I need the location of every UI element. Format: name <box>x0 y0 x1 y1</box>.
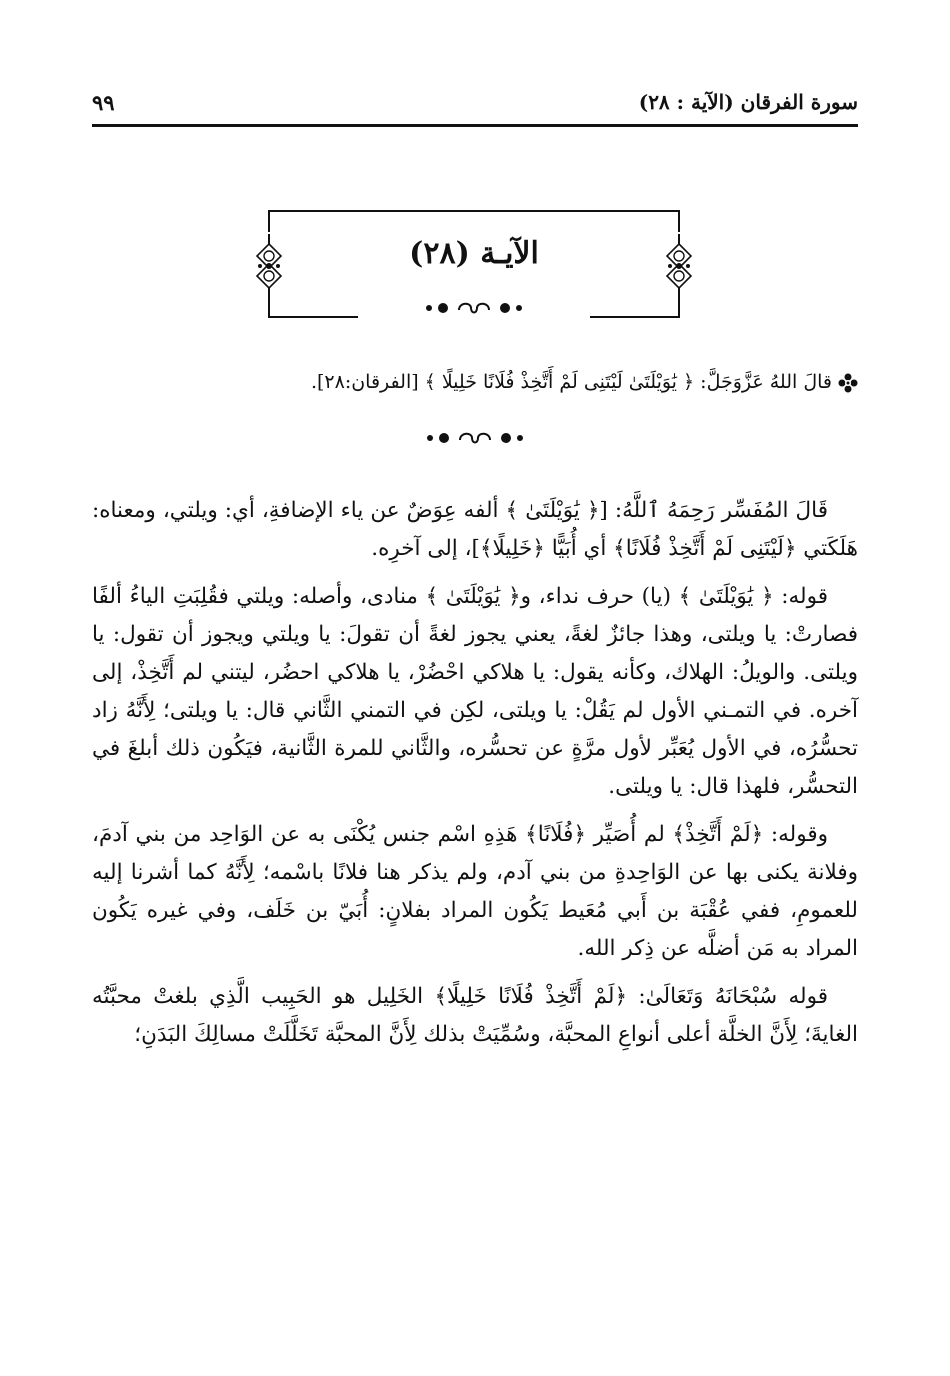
dots-and-swirl-divider-icon <box>419 298 529 318</box>
section-frame <box>268 210 680 320</box>
running-head <box>92 88 858 124</box>
header-rule <box>92 124 858 127</box>
section-heading: الآيـة (٢٨) <box>409 236 539 271</box>
dots-and-swirl-divider-icon <box>420 428 530 448</box>
paragraph: قوله: ﴿ يَٰوَيْلَتَىٰ ﴾ (يا) حرف نداء، و﴿ يَٰوَيْلَتَىٰ ﴾ منادى، وأصله: ويلتي فقُلِبَتِ الياءُ ألفًا فصارتْ: يا ويلتى، وهذا جائزٌ لغةً، يعني يجوز لغةً أن تقولَ: يا ويلتي ويجوز أن تقول: يا ويلتى. والويلُ: الهلاك، وكأنه يقول: يا هلاكي احْضُرْ، يا هلاكي احضُر، ليتني لم أَتَّخِذْ، إلى آخره. في التمـني الأول لم يَقُلْ: يا ويلتى، لكِن في التمني الثَّاني قال: يا ويلتى؛ لِأَنَّهُ زاد تحسُّرُه، في الأول يُعَبِّر لأول مرَّةٍ عن تحسُّره، والثَّاني للمرة الثَّانية، فيَكُون ذلك أبلغَ في التحسُّر، فلهذا قال: يا ويلتى. <box>92 584 858 799</box>
frame-corner-top-left <box>268 210 270 232</box>
page-number: ٩٩ <box>92 90 115 115</box>
frame-corner-top-right <box>678 210 680 232</box>
frame-divider <box>268 298 680 322</box>
paragraph: وقوله: ﴿لَمْ أَتَّخِذْ﴾ لم أُصَيِّر ﴿فُلَانًا﴾ هَذِهِ اسْم جنس يُكْنَى به عن الوَاحِد من بني آدمَ، وفلانة يكنى بها عن الوَاحِدةِ من بني آدم، ولم يذكر هنا فلانًا باسْمه؛ لِأَنَّهُ كما أشرنا إليه للعمومِ، ففي عُقْبَة بن أَبي مُعَيط يَكُون المراد بفلانٍ: أُبَيّ بن خَلَف، وفي غيره يَكُون المراد به مَن أضلَّه عن ذِكر الله. <box>92 822 858 961</box>
commentary-body <box>92 492 858 1064</box>
running-head-title: سورة الفرقان (الآية : ٢٨) <box>638 90 858 114</box>
verse-text: قالَ اللهُ عَزَّوَجَلَّ: ﴿ يَٰوَيْلَتَىٰ لَيْتَنِى لَمْ أَتَّخِذْ فُلَانًا خَلِيلًا ﴾ [الفرقان:٢٨]. <box>310 371 832 393</box>
paragraph: قوله سُبْحَانَهُ وَتَعَالَىٰ: ﴿لَمْ أَتَّخِذْ فُلَانًا خَلِيلًا﴾ الخَلِيل هو الحَبِيب الَّذِي بلغتْ محبَّتُه الغايةَ؛ لِأَنَّ الخلَّة أعلى أنواعِ المحبَّة، وسُمِّيَتْ بذلك لِأَنَّ المحبَّة تَخَلَّلَتْ مسالِكَ البَدَنِ؛ <box>92 984 858 1047</box>
quoted-verse <box>92 364 858 400</box>
paragraph: قَالَ المُفَسِّر رَحِمَهُ ٱللَّهُ: [﴿ يَٰوَيْلَتَىٰ ﴾ ألفه عِوَضٌ عن ياء الإضافةِ، أي: ويلتي، ومعناه: هَلَكَتي ﴿لَيْتَنِى لَمْ أَتَّخِذْ فُلَانًا﴾ أي أُبَيًّا ﴿خَلِيلًا﴾]، إلى آخرِه. <box>92 498 858 561</box>
frame-top-line <box>268 210 680 212</box>
rosette-bullet-icon <box>838 373 858 393</box>
verse-divider <box>0 428 950 452</box>
